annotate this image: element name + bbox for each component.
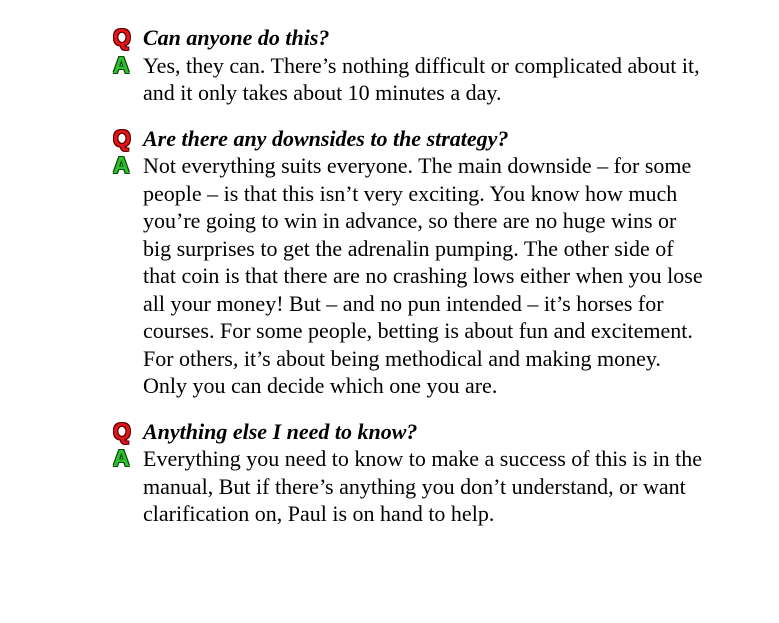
question-row (113, 125, 713, 153)
answer-row (113, 445, 713, 528)
answer-badge-icon: A (113, 152, 130, 178)
answer-row (113, 52, 713, 107)
answer-text: Not everything suits everyone. The main downside – for some people – is that this isn’t very exciting. You know how much you’re going to win in advance, so there are no huge wins or big surprises to get the adrenalin pumping. The other side of that coin is that there are no crashing lows either when you lose all your money! But – and no pun intended – it’s horses for courses. For some people, betting is about fun and excitement. For others, it’s about being methodical and making money. Only you can decide which one you are. (143, 153, 703, 398)
faq-item (113, 24, 713, 107)
faq-item (113, 418, 713, 528)
answer-text: Everything you need to know to make a success of this is in the manual, But if there’s anything you don’t understand, or want clarification on, Paul is on hand to help. (143, 446, 703, 526)
answer-badge-icon: A (113, 445, 130, 471)
question-row (113, 24, 713, 52)
question-badge-icon: Q (113, 24, 131, 50)
question-row (113, 418, 713, 446)
faq-section (113, 24, 713, 546)
answer-text: Yes, they can. There’s nothing difficult or complicated about it, and it only takes about 10 minutes a day. (143, 52, 700, 105)
answer-badge-icon: A (113, 51, 130, 78)
question-badge-icon: Q (113, 417, 131, 444)
question-text: Can anyone do this? (143, 25, 330, 50)
question-text: Anything else I need to know? (143, 418, 418, 444)
question-text: Are there any downsides to the strategy? (143, 125, 509, 151)
answer-row (113, 152, 713, 400)
question-badge-icon: Q (113, 124, 131, 151)
faq-item (113, 125, 713, 400)
